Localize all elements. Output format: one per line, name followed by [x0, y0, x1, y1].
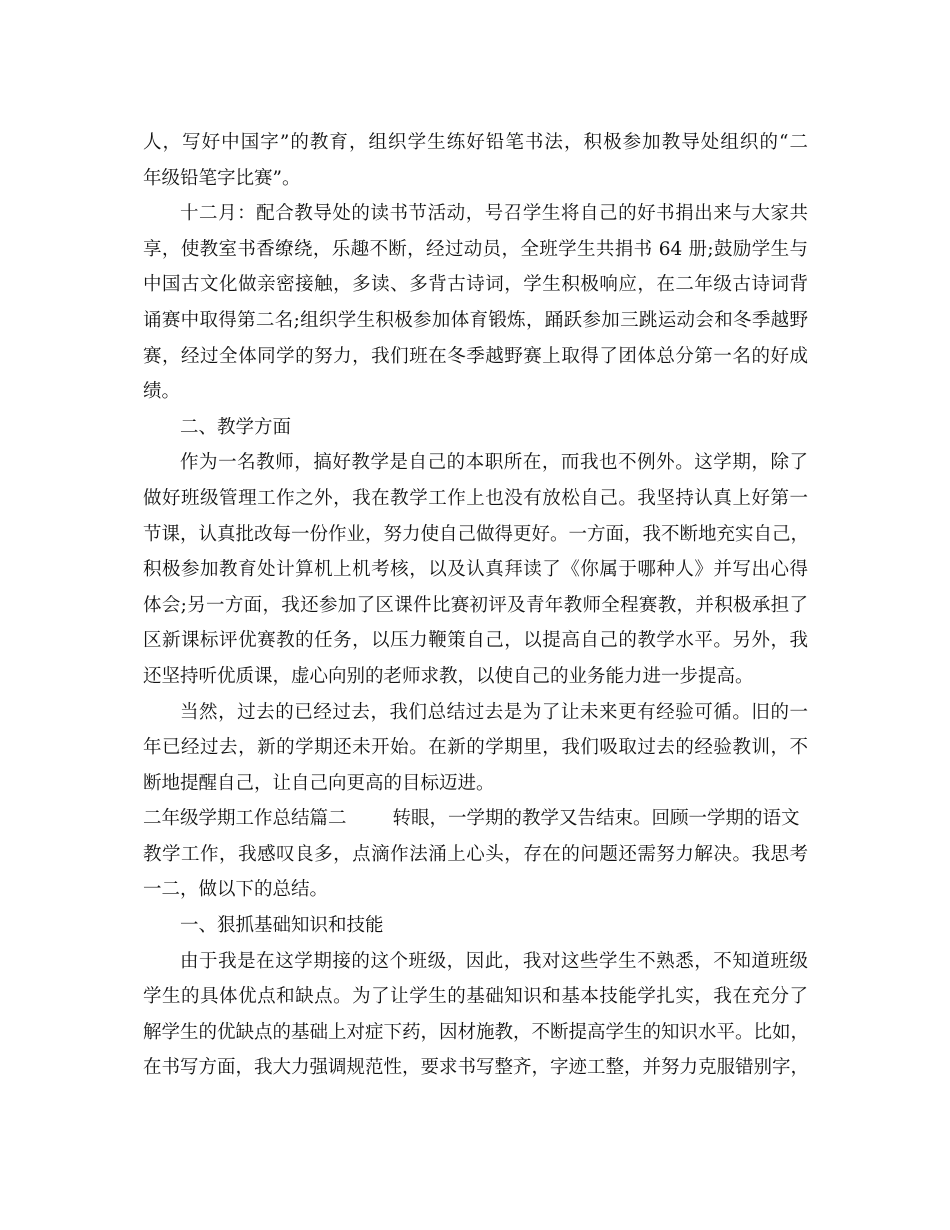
text-line: 赛，经过全体同学的努力，我们班在冬季越野赛上取得了团体总分第一名的好成	[143, 345, 808, 367]
text-line: 年级铅笔字比赛”。	[143, 167, 301, 189]
text-line: 区新课标评优赛教的任务，以压力鞭策自己，以提高自己的教学水平。另外，我	[143, 630, 808, 652]
text-line: 节课，认真批改每一份作业，努力使自己做得更好。一方面，我不断地充实自己，	[143, 523, 810, 545]
text-line: 诵赛中取得第二名;组织学生积极参加体育锻炼，踊跃参加三跳运动会和冬季越野	[143, 309, 808, 331]
text-line: 学生的具体优点和缺点。为了让学生的基础知识和基本技能学扎实，我在充分了	[143, 986, 808, 1008]
paragraph-start-line: 十二月：配合教导处的读书节活动，号召学生将自己的好书捐出来与大家共	[180, 203, 808, 225]
text-line: 体会;另一方面，我还参加了区课件比赛初评及青年教师全程赛教，并积极承担了	[143, 594, 808, 616]
text-line: 年已经过去，新的学期还未开始。在新的学期里，我们吸取过去的经验教训，不	[143, 737, 808, 759]
text-line: 断地提醒自己，让自己向更高的目标迈进。	[143, 772, 495, 794]
article-title: 二年级学期工作总结篇二	[143, 808, 347, 830]
text-line: 一二，做以下的总结。	[143, 879, 329, 901]
text-line: 中国古文化做亲密接触，多读、多背古诗词，学生积极响应，在二年级古诗词背	[143, 274, 808, 296]
article-title-line	[143, 801, 808, 837]
paragraph-start-line: 由于我是在这学期接的这个班级，因此，我对这些学生不熟悉，不知道班级	[180, 950, 808, 972]
article-intro: 转眼，一学期的教学又告结束。回顾一学期的语文	[392, 808, 800, 830]
text-line: 积极参加教育处计算机上机考核，以及认真拜读了《你属于哪种人》并写出心得	[143, 559, 808, 581]
text-line: 绩。	[143, 381, 181, 403]
text-line: 人，写好中国字”的教育，组织学生练好铅笔书法，积极参加教导处组织的“二	[143, 132, 808, 153]
paragraph-start-line: 当然，过去的已经过去，我们总结过去是为了让未来更有经验可循。旧的一	[180, 701, 808, 723]
section-heading: 一、狠抓基础知识和技能	[180, 915, 384, 937]
section-heading: 二、教学方面	[180, 416, 292, 438]
paragraph-start-line: 作为一名教师，搞好教学是自己的本职所在，而我也不例外。这学期，除了	[180, 452, 808, 474]
text-line: 教学工作，我感叹良多，点滴作法涌上心头，存在的问题还需努力解决。我思考	[143, 843, 808, 865]
text-line: 还坚持听优质课，虚心向别的老师求教，以使自己的业务能力进一步提高。	[143, 665, 754, 687]
text-line: 享，使教室书香缭绕，乐趣不断，经过动员，全班学生共捐书 64 册;鼓励学生与	[143, 238, 808, 260]
text-line: 做好班级管理工作之外，我在教学工作上也没有放松自己。我坚持认真上好第一	[143, 487, 808, 509]
text-line: 在书写方面，我大力强调规范性，要求书写整齐，字迹工整，并努力克服错别字，	[143, 1057, 810, 1079]
document-body	[143, 125, 808, 1086]
text-line: 解学生的优缺点的基础上对症下药，因材施教，不断提高学生的知识水平。比如，	[143, 1021, 810, 1043]
